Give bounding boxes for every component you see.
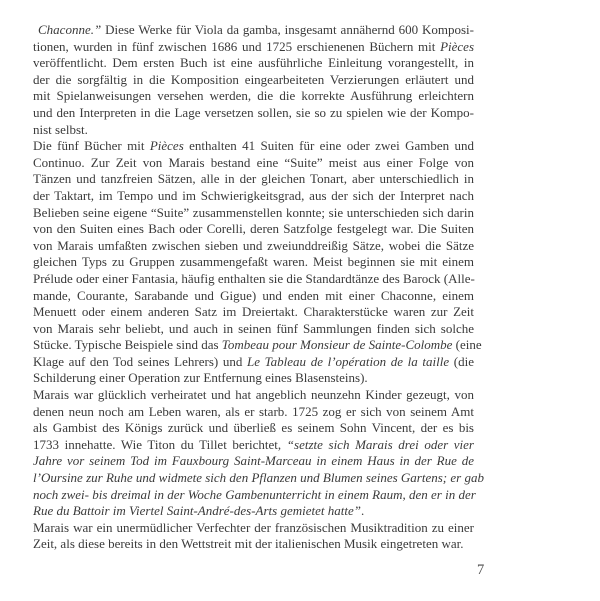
text-segment: Die fünf Bücher mit	[33, 138, 150, 154]
text-segment: Belieben seine eigene “Suite” zusammenstellen konnte; sie unterschieden sich darin	[33, 204, 474, 220]
text-line	[33, 370, 474, 387]
text-segment: mande, Courante, Sarabande und Gigue) und enden mit einer Chaconne, einem	[33, 287, 474, 303]
text-line	[33, 487, 474, 504]
text-line	[33, 238, 474, 255]
text-line	[33, 88, 474, 105]
text-segment: .	[360, 503, 365, 519]
italic-text-segment: Tombeau pour Monsieur de Sainte-Colombe	[221, 337, 453, 353]
text-line	[33, 470, 484, 487]
text-line	[33, 205, 474, 222]
page-number: 7	[477, 562, 485, 578]
body-text	[33, 22, 484, 553]
text-segment: tionen, wurden in fünf zwischen 1686 und 1725 erschienenen Büchern mit	[33, 38, 441, 54]
italic-text-segment: “setzte sich Marais drei oder vier	[286, 436, 474, 452]
italic-text-segment: Rue du Battoir im Viertel Saint-André-des-Arts gemietet hatte”	[33, 503, 361, 519]
text-line	[33, 387, 474, 404]
text-line	[33, 171, 474, 188]
text-segment: der Taktart, im Tempo und im Schwierigkeitsgrad, aus der sich der Interpret nach	[33, 187, 474, 203]
text-segment: (eine	[452, 337, 482, 353]
text-line	[33, 271, 474, 288]
text-line	[33, 105, 474, 122]
text-line	[33, 155, 474, 172]
text-line	[33, 420, 474, 437]
text-segment: Marais war glücklich verheiratet und hat angeblich neunzehn Kinder gezeugt, von	[33, 387, 474, 403]
text-line	[33, 453, 474, 470]
text-segment: Zeit, als diese bereits in den Wettstreit mit der italienischen Musik eingetreten war.	[33, 536, 464, 552]
text-segment: nist selbst.	[33, 121, 88, 137]
text-line	[33, 536, 474, 553]
text-segment: von Marais umfaßten zwischen sieben und zweiunddreißig Sätze, wobei die Sätze	[33, 237, 474, 253]
text-line	[33, 288, 474, 305]
italic-text-segment: Le Tableau de l’opération de la taille	[247, 353, 450, 369]
paragraph	[33, 22, 474, 138]
text-segment: Diese Werke für Viola da gamba, insgesamt annähernd 600 Komposi-	[101, 22, 474, 37]
text-line	[33, 437, 474, 454]
text-segment: Tänzen und tanzfreien Sätzen, alle in der gleichen Tonart, aber unterschiedlich in	[33, 171, 474, 187]
text-segment: gleichen Typs zu Gruppen zusammengefaßt waren. Meist beginnen sie mit einem	[33, 254, 474, 270]
text-line	[33, 138, 474, 155]
text-segment: veröffentlicht. Dem ersten Buch ist eine ausführliche Einleitung vorangestellt, in	[33, 55, 474, 71]
text-segment: als Gambist des Königs zurück und überließ es seinem Sohn Vincent, der es bis	[33, 420, 474, 436]
text-line	[33, 254, 474, 271]
text-line	[33, 72, 474, 89]
text-segment: Menuett oder einem anderen Satz im Dreiertakt. Charakterstücke waren zur Zeit	[33, 304, 474, 320]
text-line	[33, 404, 474, 421]
text-segment: Prélude oder einer Fantasia, häufig enthalten sie die Standardtänze des Barock (Alle-	[33, 270, 475, 286]
text-segment: Klage auf den Tod seines Lehrers) und	[33, 353, 247, 369]
text-line	[33, 122, 474, 139]
text-line	[33, 304, 474, 321]
text-line	[33, 337, 482, 354]
text-segment: Stücke. Typische Beispiele sind das	[33, 337, 222, 353]
text-line	[33, 22, 474, 39]
italic-text-segment: Jahre vor seinem Tod im Fauxbourg Saint-Marceau in einem Haus in der Rue de	[33, 453, 474, 469]
text-segment: enthalten 41 Suiten für eine oder zwei Gamben und	[183, 138, 475, 154]
text-segment: von den Suiten eines Bach oder Corelli, deren Satzfolge festgelegt war. Die Suiten	[33, 221, 474, 237]
text-segment: Continuo. Zur Zeit von Marais bestand eine “Suite” meist aus einer Folge von	[33, 154, 474, 170]
paragraph	[33, 387, 484, 520]
text-segment: von Marais sehr beliebt, und auch in seinen fünf Sammlungen finden sich solche	[33, 320, 474, 336]
text-line	[33, 520, 474, 537]
italic-text-segment: l’Oursine zur Ruhe und widmete sich den Pflanzen und Blumen seines Gartens; er gab	[33, 470, 484, 486]
text-segment: Schilderung einer Operation zur Entfernung eines Blasensteins).	[33, 370, 368, 386]
text-line	[33, 503, 474, 520]
italic-text-segment: Pièces	[149, 138, 184, 154]
paragraph	[33, 520, 474, 553]
italic-text-segment: Chaconne.”	[38, 22, 102, 37]
text-segment: 1733 innehatte. Wie Titon du Tillet berichtet,	[33, 436, 287, 452]
text-segment: Marais war ein unermüdlicher Verfechter der französischen Musiktradition zu einer	[33, 519, 474, 535]
italic-text-segment: Pièces	[440, 38, 474, 54]
text-line	[33, 221, 474, 238]
text-line	[33, 39, 474, 56]
text-segment: der die sorgfältig in die Komposition eingearbeiteten Verzierungen erläutert und	[33, 71, 474, 87]
text-segment: und den Interpreten in die Lage versetzen sollen, sie so zu spielen wie der Kompo-	[33, 104, 474, 120]
text-line	[33, 55, 474, 72]
paragraph	[33, 138, 482, 387]
text-segment: (die	[449, 353, 474, 369]
italic-text-segment: noch zwei- bis dreimal in der Woche Gambenunterricht in einem Raum, den er in der	[33, 486, 476, 502]
text-segment: mit Spielanweisungen versehen werden, die die korrekte Ausführung erleichtern	[33, 88, 474, 104]
text-line	[33, 321, 474, 338]
text-line	[33, 188, 474, 205]
text-line	[33, 354, 474, 371]
text-segment: denen neun noch am Leben waren, als er starb. 1725 zog er sich von seinem Amt	[33, 403, 474, 419]
